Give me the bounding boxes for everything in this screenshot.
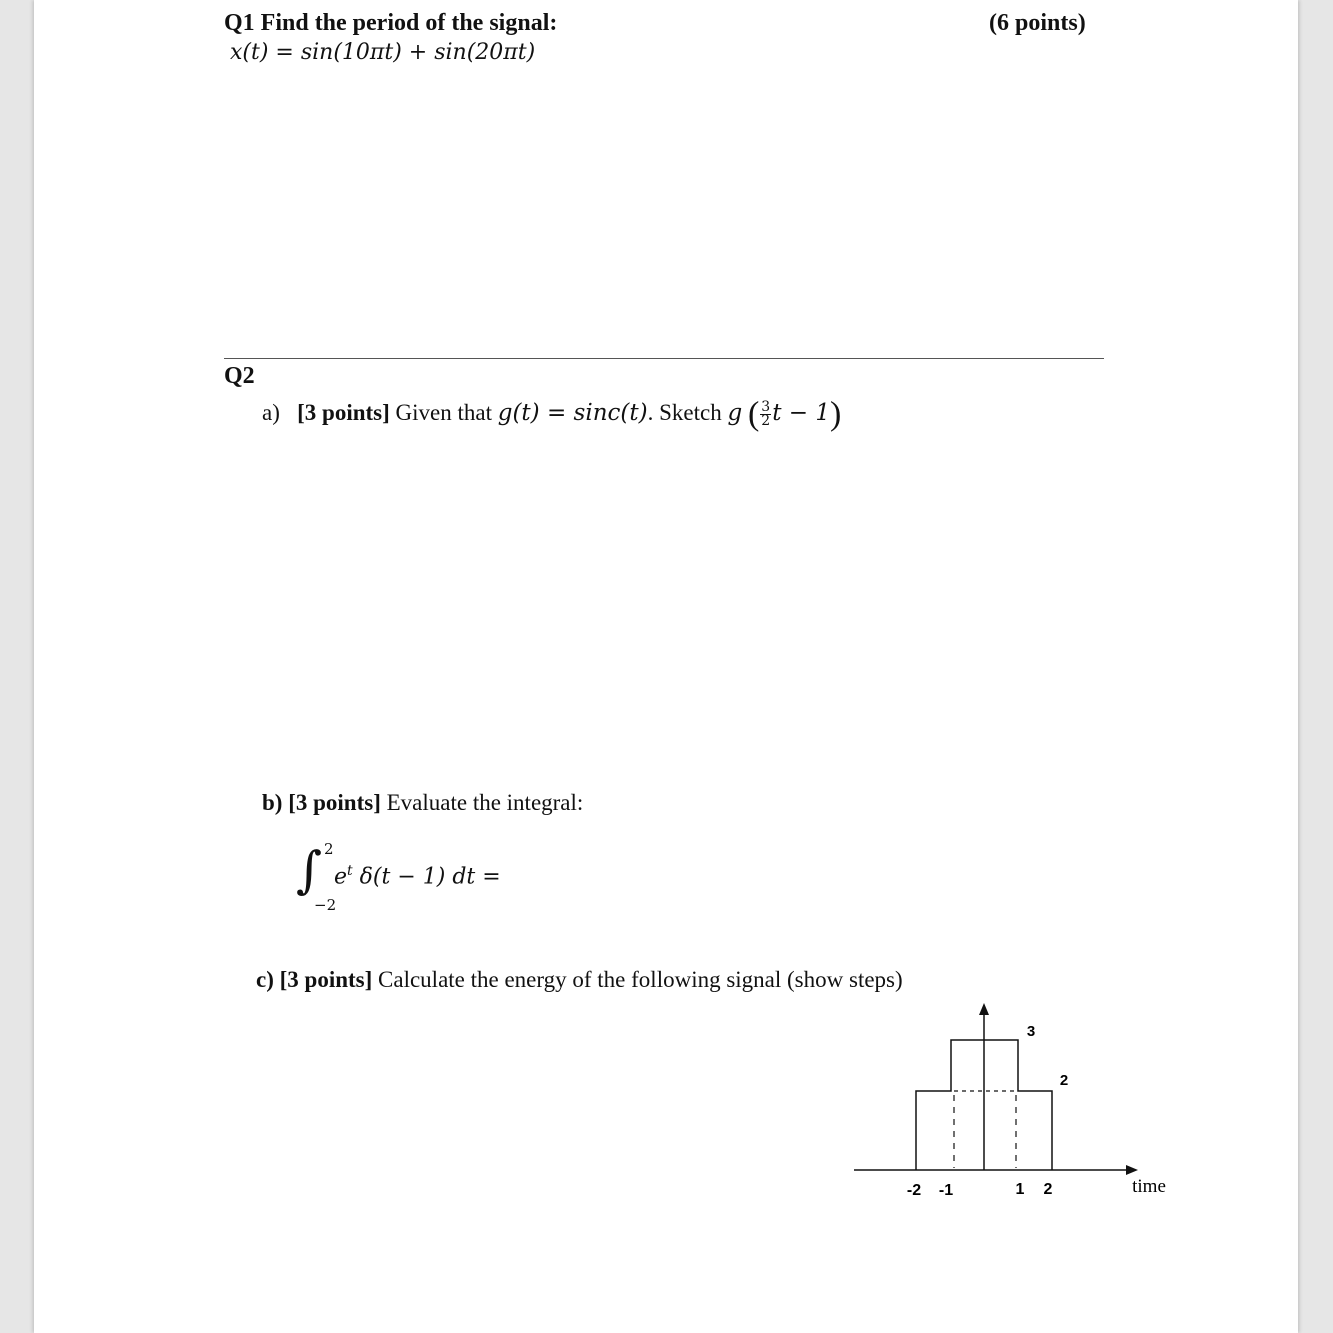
q2b-integral (296, 840, 536, 920)
q2a-line (262, 395, 842, 433)
time-axis-arrow (1126, 1165, 1138, 1175)
time-axis-label: time (1132, 1176, 1166, 1197)
signal-plot (842, 995, 1172, 1200)
q2a-fraction (760, 401, 771, 428)
q1-points: (6 points) (989, 10, 1086, 36)
q2a-given-text: Given that (395, 400, 492, 425)
q2a-frac-den: 2 (761, 413, 771, 430)
q2a-frac-num: 3 (761, 399, 771, 416)
q2c-label: c) (256, 967, 274, 992)
integral-lower-limit: −2 (314, 896, 337, 914)
q2c-points: [3 points] (279, 967, 373, 992)
q1-equation: x(t) = sin(10πt) + sin(20πt) (230, 40, 536, 65)
q2a-open-paren: ( (747, 395, 760, 433)
integrand-exponent: t (347, 863, 353, 879)
q1-title: Q1 Find the period of the signal: (224, 10, 558, 36)
q2c-text: Calculate the energy of the following signal (show steps) (378, 967, 903, 992)
document-page (34, 0, 1298, 1333)
q2a-sketch-fn: g (727, 400, 743, 426)
q2a-points: [3 points] (297, 400, 390, 425)
tick-label-2: 2 (1043, 1181, 1053, 1198)
level-label-3: 3 (1026, 1023, 1036, 1040)
q2a-label: a) (262, 400, 280, 425)
tick-label-neg2: -2 (906, 1182, 922, 1199)
q2b-line (262, 790, 583, 816)
q2a-sketch-rest: t − 1 (772, 400, 830, 426)
integrand-base: e (334, 864, 348, 890)
q2a-given-expr: g(t) = sinc(t) (497, 400, 648, 426)
amplitude-axis-arrow (979, 1003, 989, 1015)
q2a-close-paren: ) (829, 395, 842, 433)
tick-label-1: 1 (1015, 1181, 1025, 1198)
q2b-text: Evaluate the integral: (386, 790, 584, 815)
q2b-points: [3 points] (288, 790, 381, 815)
tick-label-neg1: -1 (938, 1182, 954, 1199)
integral-upper-limit: 2 (324, 840, 334, 858)
q2a-sketch-text: . Sketch (647, 400, 722, 425)
integrand (334, 863, 501, 889)
integrand-rest: δ(t − 1) dt = (359, 864, 501, 890)
q2-title: Q2 (224, 363, 255, 389)
level-label-2: 2 (1059, 1072, 1069, 1089)
integral-sign: ∫ (296, 841, 323, 899)
q2b-label: b) (262, 790, 283, 815)
section-divider (224, 358, 1104, 359)
q2c-line (256, 967, 903, 993)
